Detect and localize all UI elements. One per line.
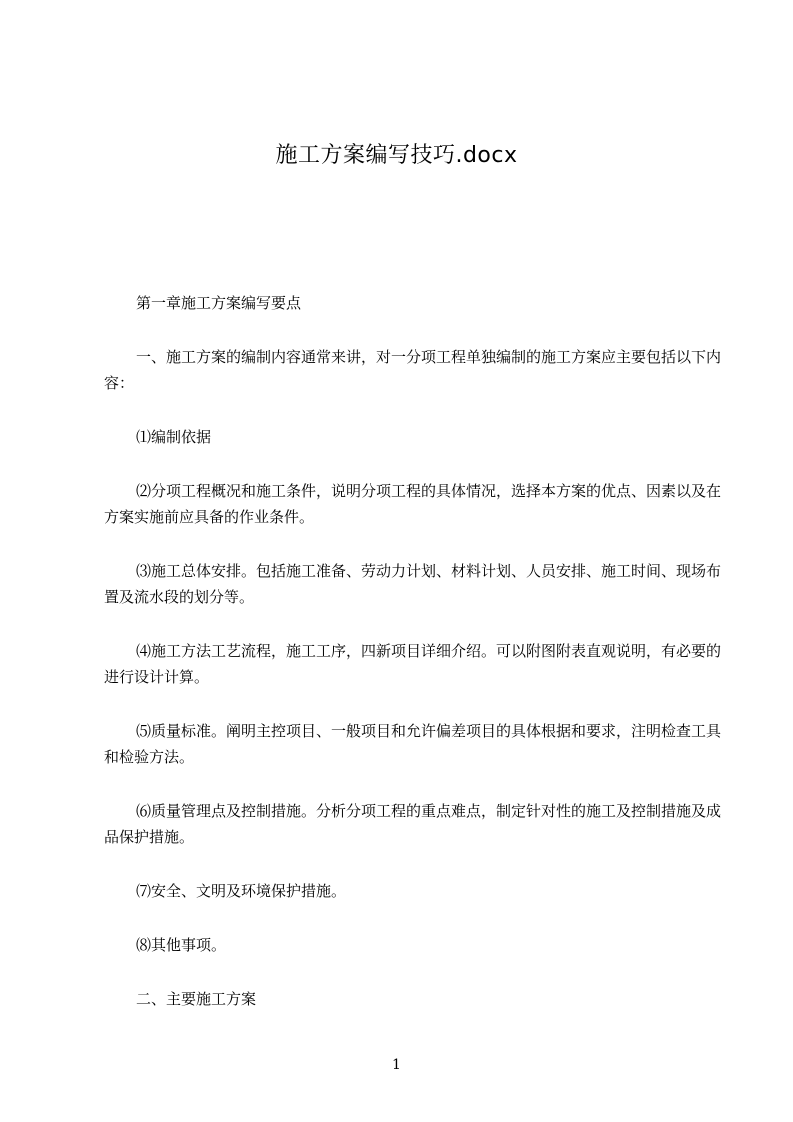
chapter-heading: 第一章施工方案编写要点 (136, 294, 302, 312)
list-item: ⑹质量管理点及控制措施。分析分项工程的重点难点，制定针对性的施工及控制措施及成品保护措施。 (104, 802, 722, 846)
list-item: ⑸质量标准。阐明主控项目、一般项目和允许偏差项目的具体根据和要求，注明检查工具和检验方法。 (104, 722, 722, 766)
document-body (104, 290, 724, 1012)
list-item: ⑴编制依据 (136, 428, 212, 446)
list-item: ⑻其他事项。 (136, 936, 227, 954)
list-item: ⑺安全、文明及环境保护措施。 (136, 882, 347, 900)
list-item: ⑵分项工程概况和施工条件，说明分项工程的具体情况，选择本方案的优点、因素以及在方案实施前应具备的作业条件。 (104, 482, 722, 526)
section-one-intro: 一、施工方案的编制内容通常来讲，对一分项工程单独编制的施工方案应主要包括以下内容： (104, 348, 722, 392)
list-item: ⑷施工方法工艺流程，施工工序，四新项目详细介绍。可以附图附表直观说明，有必要的进行设计计算。 (104, 642, 722, 686)
section-two-heading: 二、主要施工方案 (136, 990, 257, 1008)
document-title: 施工方案编写技巧.docx (275, 143, 518, 168)
list-item: ⑶施工总体安排。包括施工准备、劳动力计划、材料计划、人员安排、施工时间、现场布置及流水段的划分等。 (104, 562, 722, 606)
page-number: 1 (392, 1057, 401, 1073)
